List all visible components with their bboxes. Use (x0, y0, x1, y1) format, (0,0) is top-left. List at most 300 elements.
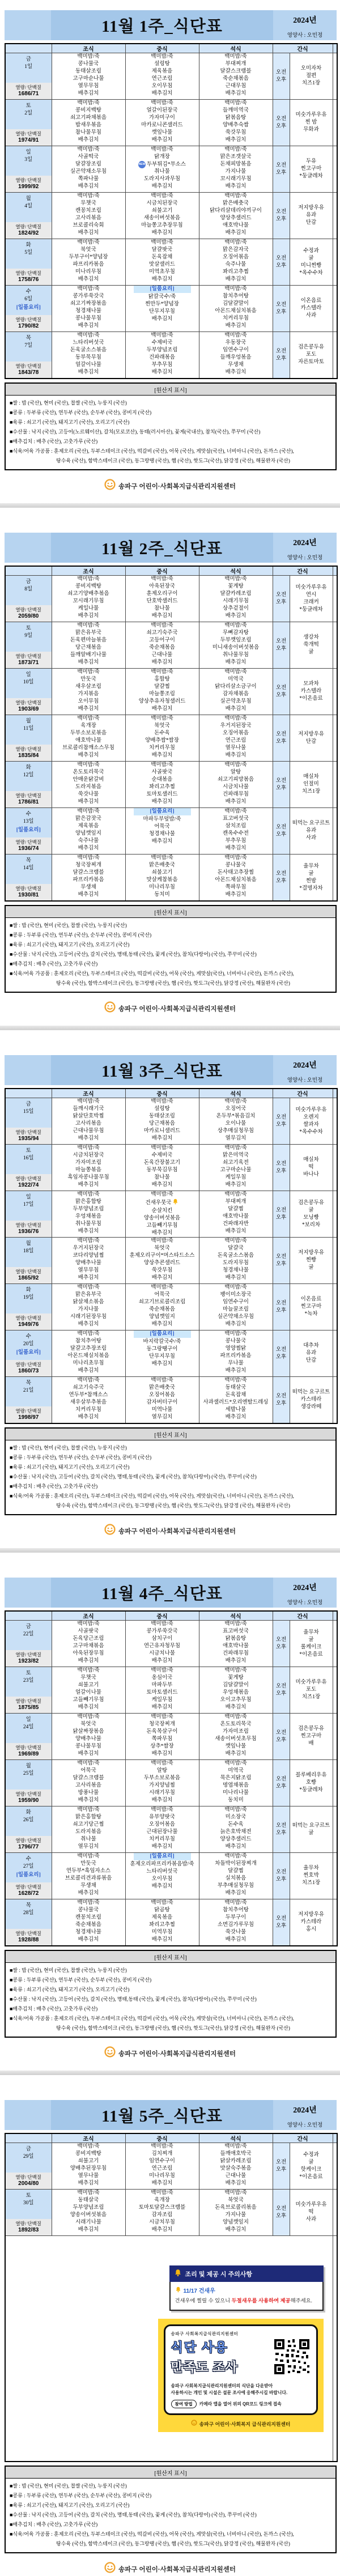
am-snack-items (290, 65, 333, 80)
menu-item: 감자버터구이 (146, 1399, 178, 1405)
snack-item: 인절미 (303, 781, 319, 787)
calorie-protein-label: 열량/ 단백질 (15, 793, 42, 798)
calorie-protein-label: 열량/ 단백질 (15, 1652, 42, 1657)
menu-item: 맑은홍합탕 (75, 1198, 101, 1205)
calorie-protein-label: 열량/ 단백질 (15, 177, 42, 183)
snack-cell (290, 762, 333, 808)
menu-item: 백미밥/죽 (151, 193, 173, 199)
day-date: 17일 (23, 1202, 34, 1208)
menu-item: 쇠불고기 (151, 207, 173, 214)
year-label: 2024년 (293, 539, 317, 547)
menu-item: 맛살샐러드 (149, 261, 175, 267)
menu-item: 새송이버섯초무침 (215, 1736, 257, 1742)
menu-item: 쇠고기파채볶음 (70, 114, 107, 121)
calorie-protein-value: 1860/73 (18, 1368, 39, 1374)
pm-snack-items (290, 1694, 333, 1701)
calorie-protein-value: 1824/92 (18, 230, 39, 236)
snack-time-cell (273, 1899, 290, 1946)
day-info (6, 1238, 52, 1267)
day-row (5, 100, 337, 146)
breakfast-cell (52, 1806, 125, 1853)
snack-cell (290, 53, 333, 100)
day-date: 28일 (23, 1910, 34, 1916)
breakfast-cell (52, 576, 125, 622)
week-header-meta (273, 533, 337, 563)
breakfast-cell (52, 332, 125, 379)
menu-item: 배추김치 (78, 1936, 99, 1942)
am-snack-items (290, 158, 333, 165)
bell-icon (174, 2269, 182, 2279)
menu-item: 배추김치 (78, 369, 99, 375)
snack-item: 이온음료 (300, 1296, 322, 1302)
origin-box (5, 905, 337, 993)
menu-item: 콩비지백탕 (75, 107, 101, 113)
menu-item: 근대무침 (225, 83, 246, 89)
pm-label: 오후 (275, 1354, 287, 1360)
menu-item: 두부깻잎조림 (220, 637, 252, 643)
edge-cell (333, 1377, 337, 1424)
menu-item: 참치추어탕 (223, 293, 249, 299)
menu-item: 달걀찜 (154, 683, 170, 690)
breakfast-column-header: 조식 (52, 44, 125, 53)
menu-table (5, 1610, 338, 1946)
menu-item: 맑은배춧국 (149, 1384, 175, 1391)
menu-item: 백미밥/죽 (224, 1285, 247, 1290)
snack-item: 모닝빵 (303, 1214, 319, 1221)
menu-item: 배추김치 (225, 1704, 246, 1710)
calorie-protein-label: 열량/ 단백질 (15, 1838, 42, 1843)
poster-footer (164, 2418, 318, 2429)
day-of-week: 수 (26, 289, 31, 295)
menu-item: 고등어구이 (149, 637, 175, 643)
menu-item: 콩비지백탕 (75, 583, 101, 589)
calorie-protein-value: 1999/92 (18, 184, 39, 190)
calorie-info (6, 129, 52, 146)
menu-item: 동태살국 (225, 1384, 246, 1391)
menu-item: 온도토리묵국 (220, 1721, 252, 1727)
menu-item: 근대나물 (151, 652, 173, 658)
snack-time-cell (273, 855, 290, 902)
menu-item: 가지나물 (225, 2212, 246, 2218)
day-info (6, 286, 52, 315)
menu-item: 실치볶음 (225, 1875, 246, 1881)
snack-time-cell (273, 1667, 290, 1714)
snack-item: 롤케이크 (300, 1644, 322, 1650)
edge-cell (333, 53, 337, 100)
dinner-cell (199, 53, 273, 100)
dinner-cell (199, 332, 273, 379)
menu-item: 취나물 (80, 1836, 96, 1842)
day-of-week: 일 (26, 672, 31, 678)
am-snack-items (290, 731, 333, 738)
menu-item: 백미밥/죽 (77, 1854, 100, 1859)
calorie-info (6, 884, 52, 900)
menu-item: 배추김치 (78, 705, 99, 712)
menu-item: 백미밥/죽 (224, 809, 247, 814)
menu-item: 연근조림 (225, 737, 246, 743)
day-date: 8일 (24, 586, 33, 592)
day-cell (5, 1191, 52, 1238)
menu-item: 돈육굴소스볶음 (70, 347, 107, 353)
menu-item: 돈육간장불고기 (143, 1159, 181, 1166)
menu-item: 돈육편마늘볶음 (70, 637, 107, 643)
pm-snack-items (290, 1644, 333, 1659)
calorie-protein-label: 열량/ 단백질 (15, 1745, 42, 1750)
menu-item: 삼치구이 (151, 1635, 173, 1642)
smiley-logo-icon (104, 1001, 116, 1015)
menu-item: 꼬시래기무침 (220, 176, 252, 182)
day-cell (5, 2143, 52, 2190)
center-name: 송파구 어린이·사회복지급식관리지원센터 (118, 483, 236, 490)
snack-item: 떡 (308, 2209, 314, 2215)
menu-item: 돈수육 (154, 730, 170, 736)
menu-item: 열무나물 (78, 2173, 99, 2179)
menu-item: 오이무침 (151, 1876, 173, 1882)
week-title: 11월 4주_식단표 (101, 1585, 223, 1603)
origin-line: ■쌀 : 밥 (국산), 현미 (국산), 찹쌀 (국산), 누룽지 (국산) (10, 1967, 127, 1973)
breakfast-column-header: 조식 (52, 2133, 125, 2143)
menu-item: 백미밥/죽 (77, 1192, 100, 1197)
pm-label: 오후 (275, 738, 287, 745)
menu-item: 치커리무침 (223, 315, 249, 321)
snack-item: 매실차 (303, 774, 319, 780)
menu-item: 죽순채볶음 (149, 1306, 175, 1312)
menu-item: 꼬시래기무침 (73, 598, 104, 604)
origin-box-title: [원산지 표시] (6, 906, 335, 918)
menu-item: 수제비국 (151, 339, 173, 346)
menu-item: 백미밥/죽 (151, 1378, 173, 1383)
menu-item: 당근채볶음 (75, 644, 101, 651)
calorie-protein-value: 1959/90 (18, 1797, 39, 1804)
snack-item: 검은콩두유 (298, 1200, 324, 1206)
calorie-protein-label: 열량/ 단백질 (15, 131, 42, 137)
menu-item: 달걀스크램블 (73, 869, 104, 875)
menu-item: 감자채볶음 (223, 691, 249, 697)
edge-cell (333, 762, 337, 808)
menu-item: 육개장 (80, 722, 96, 729)
snack-item: 사과 (305, 313, 317, 318)
menu-item: 배추김치 (151, 276, 173, 282)
calorie-protein-label: 열량/ 단백질 (15, 839, 42, 845)
snack-cell (290, 855, 333, 902)
pm-snack-items (290, 599, 333, 614)
origin-line: 탕수육 (국산), 함박스테이크 (국산), 동그랑땡 (국산), 햄 (국산), 핫도그(국산), 닭강정 (국산), 해물완자 (국산) (56, 1503, 290, 1508)
notice-item-text: 11/17 건새우 (183, 2288, 215, 2294)
am-label: 오전 (275, 1300, 287, 1306)
origin-line: 탕수육 (국산), 함박스테이크 (국산), 동그랑땡 (국산), 햄 (국산), 핫도그(국산), 닭강정 (국산), 해물완자 (국산) (56, 2025, 290, 2031)
lunch-cell (125, 576, 199, 622)
menu-item: 양상추샐러드 (220, 1836, 252, 1842)
menu-item: 배추김치 (78, 1274, 99, 1281)
pm-label: 오후 (275, 785, 287, 791)
snack-item: 유과 (305, 212, 317, 218)
menu-item: 연근유자청무침 (143, 1643, 181, 1649)
day-of-week: 월 (26, 1763, 31, 1769)
day-info (6, 808, 52, 838)
menu-item: 가자미조림 (75, 1159, 101, 1166)
menu-item: 취나물 (154, 169, 170, 175)
menu-item: 배추김치 (151, 659, 173, 665)
menu-item: 백미밥/죽 (151, 623, 173, 628)
origin-line: ■육류 : 쇠고기 (국산), 돼지고기 (국산), 오리고기 (국산) (10, 1464, 130, 1470)
edge-column-header (333, 2133, 337, 2143)
dinner-cell (199, 1760, 273, 1806)
one-dish-label: [일품요리] (134, 1853, 191, 1860)
menu-item: 쇠고기당근찜 (73, 1821, 104, 1827)
dinner-cell (199, 1714, 273, 1760)
pm-snack-items (290, 738, 333, 746)
snack-item: 단감 (305, 220, 317, 226)
menu-item: 맑은미역국 (223, 1152, 249, 1158)
week-header (5, 533, 337, 563)
snack-item: 모과차 (303, 681, 319, 687)
origin-line: 탕수육 (국산), 함박스테이크 (국산), 동그랑땡 (국산), 햄 (국산), 핫도그(국산), 닭강정 (국산), 해물완자 (국산) (56, 2541, 290, 2547)
am-snack-items (290, 863, 333, 878)
pm-label: 오후 (275, 1830, 287, 1836)
menu-item: 두부구이 (225, 1914, 246, 1920)
menu-item: 백미밥/죽 (224, 1668, 247, 1673)
calorie-info (6, 315, 52, 331)
calorie-protein-label: 열량/ 단백질 (15, 1698, 42, 1704)
calorie-protein-label: 열량/ 단백질 (15, 1129, 42, 1135)
menu-item: 백미밥/죽 (77, 147, 100, 152)
day-date: 15일 (23, 1109, 34, 1115)
edge-cell (333, 2190, 337, 2236)
day-info (6, 1899, 52, 1929)
calorie-protein-value: 1835/84 (18, 753, 39, 759)
menu-item: 양념깻잎지 (223, 2219, 249, 2225)
snack-item: 떠먹는 요구르트 (292, 1389, 330, 1395)
snack-column-header: 간식 (273, 1611, 333, 1621)
snack-item: *이온음료 (299, 696, 323, 702)
day-date: 16일 (23, 1155, 34, 1161)
day-of-week: 수 (26, 811, 31, 817)
menu-item: 토마토샐러드 (146, 791, 178, 797)
snack-cell (290, 2190, 333, 2236)
am-label: 오전 (275, 1636, 287, 1643)
menu-item: 동부묵김무침 (146, 1167, 178, 1173)
snack-cell (290, 239, 333, 286)
day-info (6, 1806, 52, 1836)
menu-table (5, 43, 338, 379)
menu-item: 백미밥/죽 (224, 147, 247, 152)
nutritionist-label: 영양사 : 오민정 (287, 33, 323, 39)
calorie-protein-value: 1930/81 (18, 892, 39, 898)
snack-item: 저지방우유 (298, 1912, 324, 1918)
snack-item: 카스텔라 (300, 305, 322, 311)
week5-extras (6, 2236, 333, 2432)
day-info (6, 2190, 52, 2219)
snack-item: 유과 (305, 828, 317, 834)
am-label: 오전 (275, 1869, 287, 1875)
pm-snack-items (290, 649, 333, 656)
snack-item: 크래커 (303, 599, 319, 605)
day-info (6, 855, 52, 884)
column-header-row (5, 2133, 337, 2143)
menu-item: 백미밥/죽 (77, 1285, 100, 1290)
snack-item: 귤 (308, 1207, 314, 1213)
calorie-info (6, 1882, 52, 1899)
menu-item: 오이고추무침 (220, 1697, 252, 1703)
year-label: 2024년 (293, 1584, 317, 1592)
edge-cell (333, 2143, 337, 2190)
calorie-info (6, 83, 52, 99)
menu-item: 꽃게탕 (228, 583, 244, 589)
snack-item: *옥수수차 (299, 270, 323, 276)
poster-card (164, 2324, 318, 2415)
menu-item: 백미밥/죽 (77, 1331, 100, 1337)
edge-cell (333, 332, 337, 379)
menu-item: 배추김치 (151, 1321, 173, 1327)
edge-cell (333, 146, 337, 193)
menu-item: 백미밥/죽 (224, 1761, 247, 1766)
page-divider (0, 1548, 340, 1553)
day-row (5, 1098, 337, 1145)
menu-item: 쑥갓나물 (225, 1929, 246, 1935)
menu-item: 콩나물국 (78, 61, 99, 67)
menu-item: 배추김치 (151, 2226, 173, 2233)
edge-cell (333, 193, 337, 239)
snack-time-cell (273, 1284, 290, 1330)
poster-method-text: 카메라 앱을 열어 위의 QR코드 링크에 접속 (199, 2401, 282, 2407)
poster-description (171, 2383, 311, 2396)
snack-item: 찐밤 (305, 878, 317, 884)
am-label: 오전 (275, 1822, 287, 1829)
pm-label: 오후 (275, 1400, 287, 1406)
menu-item: 돈사태고추장찜 (217, 869, 254, 875)
lunch-cell (125, 1760, 199, 1806)
menu-item: 어묵국 (80, 1767, 96, 1774)
lunch-cell (125, 1853, 199, 1899)
menu-item: 북엇국 (80, 1721, 96, 1727)
calorie-info (6, 838, 52, 854)
day-info (6, 669, 52, 698)
day-row (5, 855, 337, 902)
menu-item: 양상추샐러드 (220, 215, 252, 221)
pm-snack-items (290, 359, 333, 366)
day-row (5, 2143, 337, 2190)
origin-line: ■수산물 : 낙지 (국산), 고등어 (국산), 갈치 (국산), 명태,동태 (국산), 꽃게 (국산), 참치(다랑어) (국산), 쭈꾸미 (국산) (10, 1474, 257, 1480)
menu-item: 배추김치 (225, 659, 246, 665)
day-row (5, 1853, 337, 1899)
calorie-protein-label: 열량/ 단백질 (15, 270, 42, 276)
snack-item: 수정과 (303, 2152, 319, 2158)
menu-item: 단무지무침 (149, 1353, 175, 1359)
snack-time-cell (273, 1145, 290, 1191)
lunch-cell (125, 762, 199, 808)
snack-time-cell (273, 239, 290, 286)
menu-item: 건파래자반 (223, 1221, 249, 1227)
origin-line: ■쌀 : 밥 (국산), 현미 (국산), 찹쌀 (국산), 누룽지 (국산) (10, 400, 127, 406)
menu-item: 두부소보로볶음 (70, 730, 107, 736)
menu-item: 돈육당근조림 (73, 1635, 104, 1642)
menu-item: 닭살카레조림 (220, 2158, 252, 2164)
am-label: 오전 (275, 1114, 287, 1120)
menu-item: 맑은홍합탕 (75, 1814, 101, 1820)
day-date: 10일 (23, 679, 34, 685)
snack-item: 이온음료 (300, 298, 322, 304)
day-row (5, 1145, 337, 1191)
menu-item: 들깨알배기나물 (70, 652, 107, 658)
menu-item: 사골떡국 (78, 154, 99, 160)
menu-item: 배추김치 (78, 1367, 99, 1374)
menu-item: 배추김치 (151, 1181, 173, 1188)
menu-item: 백미밥/죽 (224, 100, 247, 106)
menu-item: 백미밥/죽 (77, 100, 100, 106)
menu-item: 배추김치 (151, 1843, 173, 1850)
snack-item: *이온음료 (299, 1651, 323, 1657)
menu-item: 아몬드채실치볶음 (215, 308, 257, 314)
lunch-column-header: 중식 (125, 566, 199, 576)
dinner-cell (199, 193, 273, 239)
menu-item: 느타리버섯국 (73, 339, 104, 346)
menu-item: 미나리무침 (149, 884, 175, 890)
pm-snack-items (290, 312, 333, 320)
day-row (5, 146, 337, 193)
menu-item: 파프리카볶음 (220, 1353, 252, 1359)
snack-time-cell (273, 715, 290, 762)
menu-item: 열무김치 (225, 1135, 246, 1141)
am-snack-items (290, 681, 333, 688)
menu-item: 치커리무침 (149, 745, 175, 751)
menu-item: 백미밥/죽 (77, 855, 100, 861)
menu-item: 케일무침 (225, 1174, 246, 1180)
notice-text-pre: 건새우에 찔릴 수 있으니 (175, 2298, 232, 2303)
pm-snack-items (290, 2216, 333, 2224)
day-info (6, 193, 52, 222)
breakfast-cell (52, 1760, 125, 1806)
day-cell (5, 53, 52, 100)
menu-item: 마파두부덮밥/죽 (143, 816, 181, 822)
menu-item: 토마토샐러드 (146, 1689, 178, 1695)
one-dish-label: [일품요리] (16, 1872, 41, 1878)
snack-item: 무화과 (303, 127, 319, 133)
lunch-cell (125, 1806, 199, 1853)
menu-item: 꽈리고추찜 (223, 269, 249, 275)
am-snack-items (290, 205, 333, 219)
menu-item: 열무무침 (78, 83, 99, 89)
menu-item: 꽈리고추찜 (149, 1922, 175, 1928)
menu-item: 캔꽁치조림 (75, 1914, 101, 1920)
lunch-cell (125, 855, 199, 902)
snack-cell (290, 100, 333, 146)
day-info (6, 1621, 52, 1650)
menu-item: 가자미구이 (149, 114, 175, 121)
snack-item: 자른토마토 (298, 359, 324, 365)
menu-item: 달걀고추장조림 (70, 1345, 107, 1351)
snack-item: 유과 (305, 1350, 317, 1356)
week-title-area (51, 533, 273, 563)
dinner-column-header: 석식 (199, 2133, 273, 2143)
origin-line: ■콩류 : 두부류 (국산), 연두부 (국산), 순두부 (국산), 콩비지 (국산) (10, 1455, 152, 1460)
am-snack-items (290, 820, 333, 835)
day-of-week: 토 (26, 626, 31, 631)
day-of-week: 토 (26, 103, 31, 109)
menu-item: 훈제오리구이 (146, 590, 178, 597)
nutritionist-label: 영양사 : 오민정 (287, 1600, 323, 1606)
day-info (6, 239, 52, 269)
menu-item: 두부양념조림 (73, 1206, 104, 1212)
poster-desc-line2: 사용하시는 개인 및 시설은 설문 조사에 응해주시길 바랍니다. (171, 2390, 288, 2395)
menu-item: 닭볶음탕 (225, 1635, 246, 1642)
pm-label: 오후 (275, 1168, 287, 1174)
edge-cell (333, 715, 337, 762)
origin-line: ■수산물 : 낙지 (국산), 고등어 (국산), 갈치 (국산), 명태,동태 (국산), 꽃게 (국산), 참치(다랑어) (국산), 쭈꾸미 (국산) (10, 1996, 257, 2002)
day-date: 19일 (23, 1295, 34, 1300)
bell-icon (175, 2286, 181, 2294)
calorie-protein-value: 1928/88 (18, 1937, 39, 1943)
menu-item: 백미밥/죽 (77, 54, 100, 59)
